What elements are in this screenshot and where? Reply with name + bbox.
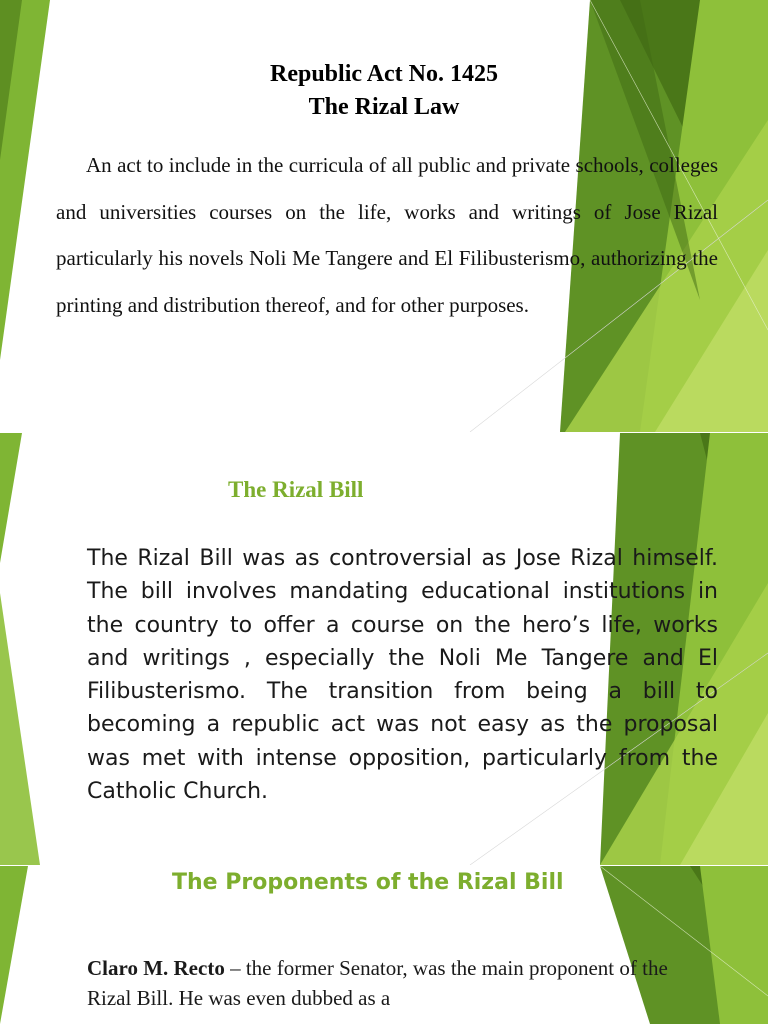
slide-proponents <box>0 866 768 1024</box>
proponent-name: Claro M. Recto <box>87 956 225 980</box>
rizal-bill-description: The Rizal Bill was as controversial as Jose Rizal himself. The bill involves mandating educational institutions in the country to offer a course on the hero’s life, works and writings , especially the Noli Me Tangere and El Filibusterismo. The transition from being a bill to becoming a republic act was not easy as the proposal was met with intense opposition, particularly from the Catholic Church. <box>87 546 718 805</box>
section-heading: The Rizal Bill <box>228 477 364 502</box>
proponent-text: – the former Senator, was the main proponent of the Rizal Bill. He was even dubbed as a <box>87 956 668 1010</box>
slide-title-line1: Republic Act No. 1425 <box>270 61 498 87</box>
slide-republic-act <box>0 0 768 432</box>
section-heading: The Proponents of the Rizal Bill <box>172 870 564 895</box>
slide-rizal-bill <box>0 433 768 865</box>
slide-title-line2: The Rizal Law <box>308 94 460 120</box>
act-description: An act to include in the curricula of all public and private schools, colleges and universities courses on the life, works and writings of Jose Rizal particularly his novels Noli Me Tangere and El Filibusterismo, authorizing the printing and distribution thereof, and for other purposes. <box>56 153 718 317</box>
proponent-description <box>87 953 687 1013</box>
